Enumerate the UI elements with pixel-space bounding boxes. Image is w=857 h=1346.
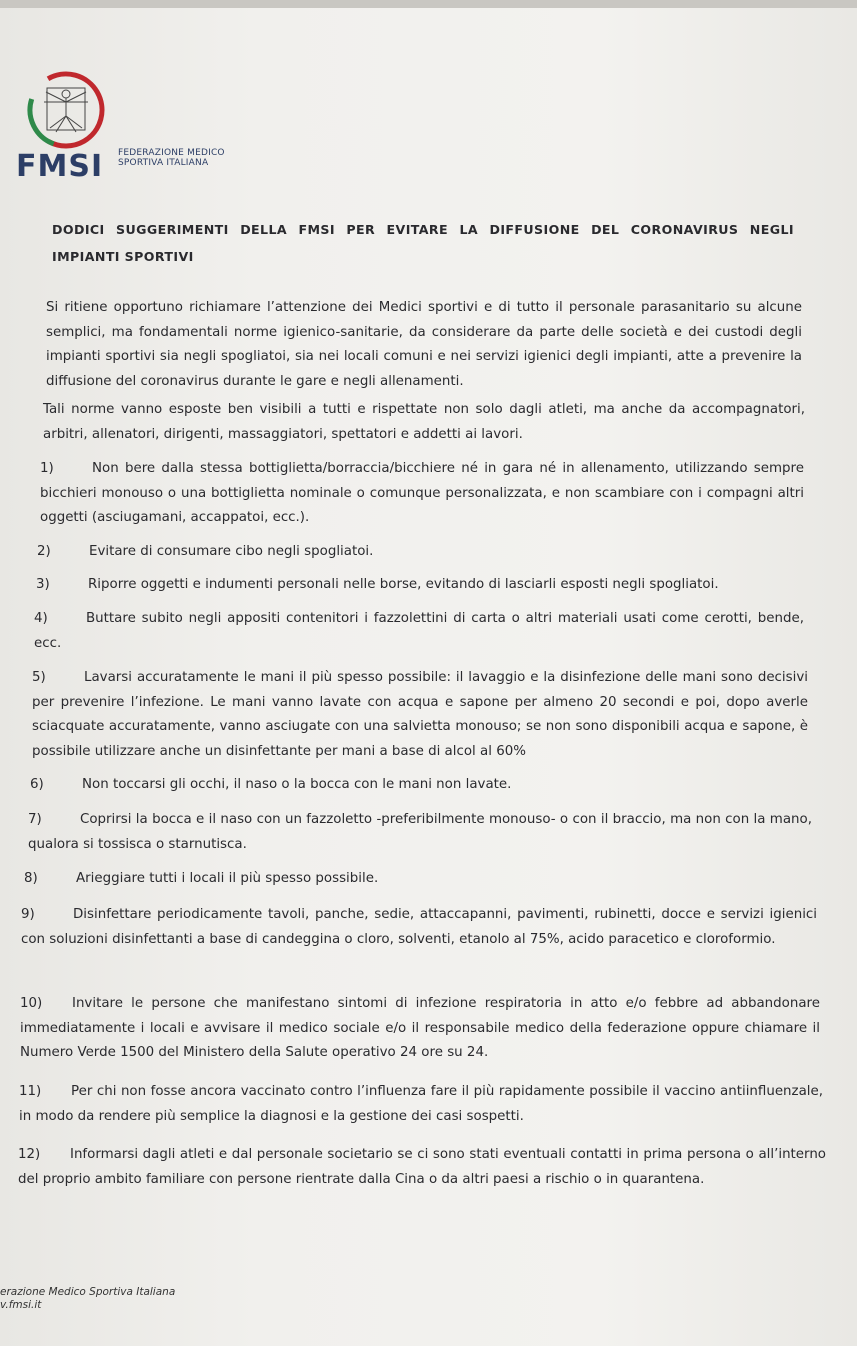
item-number: 12) [18,1147,41,1162]
list-item [30,773,806,798]
item-number: 8) [24,871,38,886]
document-page [0,8,857,1346]
list-item [40,457,804,531]
item-text: Informarsi dagli atleti e dal personale societario se ci sono stati eventuali contatti in prima persona o all’interno del proprio ambito familiare con persone rientrate dalla Cina o da altri paesi a rischio o in quarantena. [18,1147,826,1187]
item-number: 3) [36,577,50,592]
item-text: Invitare le persone che manifestano sintomi di infezione respiratoria in atto e/o febbre ad abbandonare immediatamente i locali e avvisare il medico sociale e/o il responsabile medico della federazione oppure chiamare il Numero Verde 1500 del Ministero della Salute operativo 24 ore su 24. [20,996,820,1060]
intro-paragraph-1: Si ritiene opportuno richiamare l’attenzione dei Medici sportivi e di tutto il personale parasanitario su alcune semplici, ma fondamentali norme igienico-sanitarie, da considerare da parte delle società e dei custodi degli impianti sportivi sia negli spogliatoi, sia nei locali comuni e nei servizi igienici degli impianti, atte a prevenire la diffusione del coronavirus durante le gare e negli allenamenti. [46,300,802,389]
org-name-line2: SPORTIVA ITALIANA [118,158,209,168]
list-item [21,903,817,952]
item-text: Lavarsi accuratamente le mani il più spesso possibile: il lavaggio e la disinfezione delle mani sono decisivi per prevenire l’infezione. Le mani vanno lavate con acqua e sapone per almeno 20 secondi e poi, dopo averle sciacquate accuratamente, vanno asciugate con una salvietta monouso; se non sono disponibili acqua e sapone, è possibile utilizzare anche un disinfettante per mani a base di alcol al 60% [32,670,808,759]
item-number: 6) [30,777,44,792]
list-item [37,540,803,565]
footer-org: erazione Medico Sportiva Italiana [0,1286,176,1298]
org-name [118,148,225,168]
item-text: Non bere dalla stessa bottiglietta/borraccia/bicchiere né in gara né in allenamento, utilizzando sempre bicchieri monouso o una bottiglietta nominale o comunque personalizzata, e non scambiare con i compagni altri oggetti (asciugamani, accappatoi, ecc.). [40,461,804,525]
org-name-line1: FEDERAZIONE MEDICO [118,148,225,158]
item-text: Non toccarsi gli occhi, il naso o la bocca con le mani non lavate. [82,777,512,792]
page-footer [0,1286,175,1312]
list-item [34,607,804,656]
item-text: Coprirsi la bocca e il naso con un fazzoletto -preferibilmente monouso- o con il braccio, ma non con la mano, qualora si tossisca o starnutisca. [28,812,812,852]
item-text: Disinfettare periodicamente tavoli, panche, sedie, attaccapanni, pavimenti, rubinetti, docce e servizi igienici con soluzioni disinfettanti a base di candeggina o cloro, solventi, etanolo al 75%, acido paracetico e cloroformio. [21,907,817,947]
intro-paragraph-2: Tali norme vanno esposte ben visibili a tutti e rispettate non solo dagli atleti, ma anche da accompagnatori, arbitri, allenatori, dirigenti, massaggiatori, spettatori e addetti ai lavori. [43,402,805,442]
item-text: Evitare di consumare cibo negli spogliatoi. [89,544,374,559]
list-item [28,808,812,857]
item-number: 11) [19,1084,42,1099]
document-title: DODICI SUGGERIMENTI DELLA FMSI PER EVITARE LA DIFFUSIONE DEL CORONAVIRUS NEGLI IMPIANTI SPORTIVI [52,222,794,264]
item-text: Riporre oggetti e indumenti personali nelle borse, evitando di lasciarli esposti negli spogliatoi. [88,577,719,592]
item-text: Arieggiare tutti i locali il più spesso possibile. [76,871,379,886]
list-item [32,666,808,764]
list-item [18,1143,826,1192]
list-item [24,867,808,892]
item-number: 4) [34,611,48,626]
list-item [36,573,802,598]
item-text: Buttare subito negli appositi contenitori i fazzolettini di carta o altri materiali usati come cerotti, bende, ecc. [34,611,804,651]
footer-website: v.fmsi.it [0,1299,42,1311]
item-number: 5) [32,670,46,685]
item-number: 9) [21,907,35,922]
item-number: 7) [28,812,42,827]
fmsi-logo [16,70,246,190]
item-text: Per chi non fosse ancora vaccinato contro l’influenza fare il più rapidamente possibile il vaccino antiinfluenzale, in modo da rendere più semplice la diagnosi e la gestione dei casi sospetti. [19,1084,823,1124]
logo-wordmark: FMSI [16,149,104,184]
list-item [20,992,820,1066]
item-number: 10) [20,996,43,1011]
item-number: 1) [40,461,54,476]
item-number: 2) [37,544,51,559]
list-item [19,1080,823,1129]
